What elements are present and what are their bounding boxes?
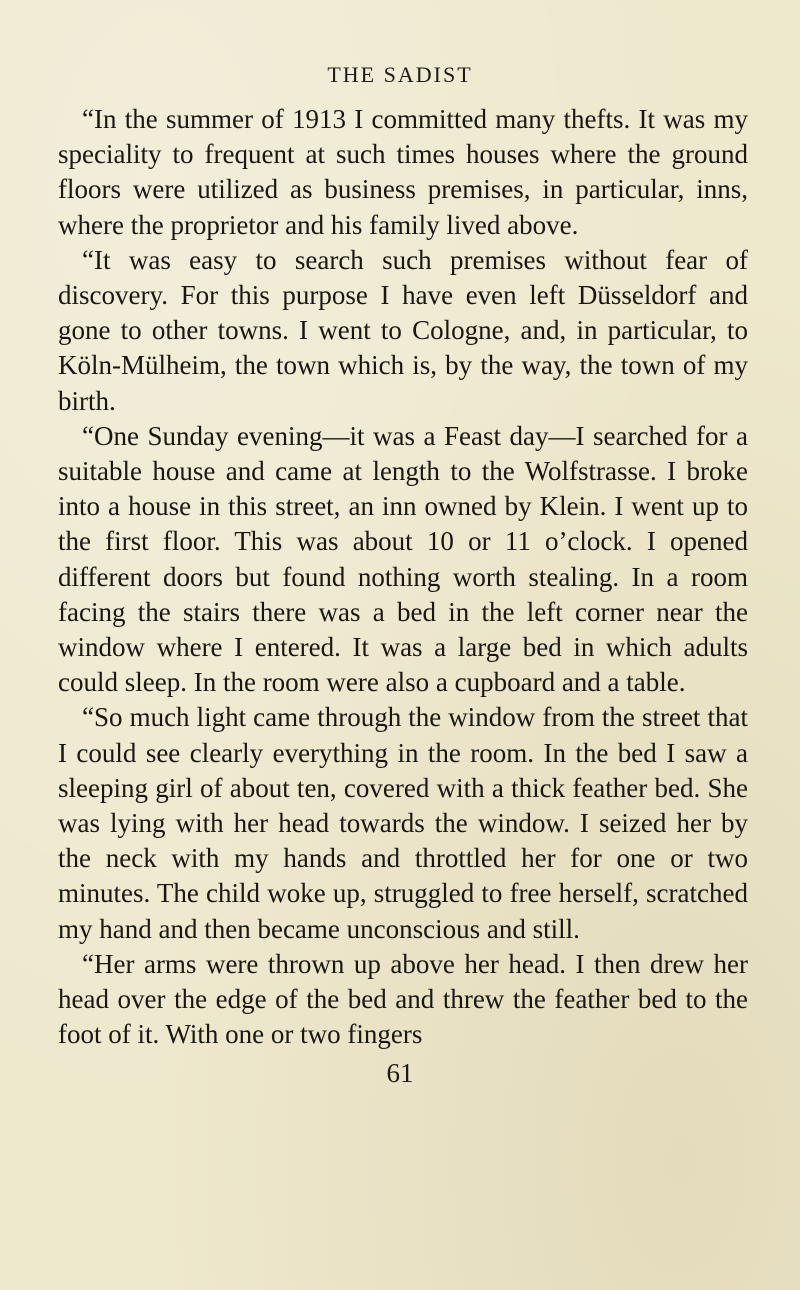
paragraph-3: “One Sunday evening—it was a Feast day—I searched for a suitable house and came at length to the Wolfstrasse. I broke into a house in this street, an inn owned by Klein. I went up to the first floor. This was about 10 or 11 o’clock. I opened different doors but found nothing worth stealing. In a room facing the stairs there was a bed in the left corner near the window where I entered. It was a large bed in which adults could sleep. In the room were also a cupboard and a table.	[58, 420, 748, 698]
paragraph-5: “Her arms were thrown up above her head. I then drew her head over the edge of the bed and threw the feather bed to the foot of it. With one or two fingers	[58, 948, 748, 1050]
paragraph-1: “In the summer of 1913 I committed many thefts. It was my speciality to frequent at such times houses where the ground floors were utilized as business premises, in particular, inns, where the proprietor and his family lived above.	[58, 104, 748, 240]
paragraph-4: “So much light came through the window from the street that I could see clearly everything in the room. In the bed I saw a sleeping girl of about ten, covered with a thick feather bed. She was lying with her head towards the window. I seized her by the neck with my hands and throttled her for one or two minutes. The child woke up, struggled to free herself, scratched my hand and then became unconscious and still.	[58, 702, 748, 944]
running-head: THE SADIST	[327, 62, 473, 87]
body-text	[58, 102, 748, 1052]
page-number: 61	[386, 1058, 414, 1088]
paragraph-2: “It was easy to search such premises without fear of discovery. For this purpose I have even left Düsseldorf and gone to other towns. I went to Cologne, and, in particular, to Köln-Mülheim, the town which is, by the way, the town of my birth.	[58, 244, 748, 416]
